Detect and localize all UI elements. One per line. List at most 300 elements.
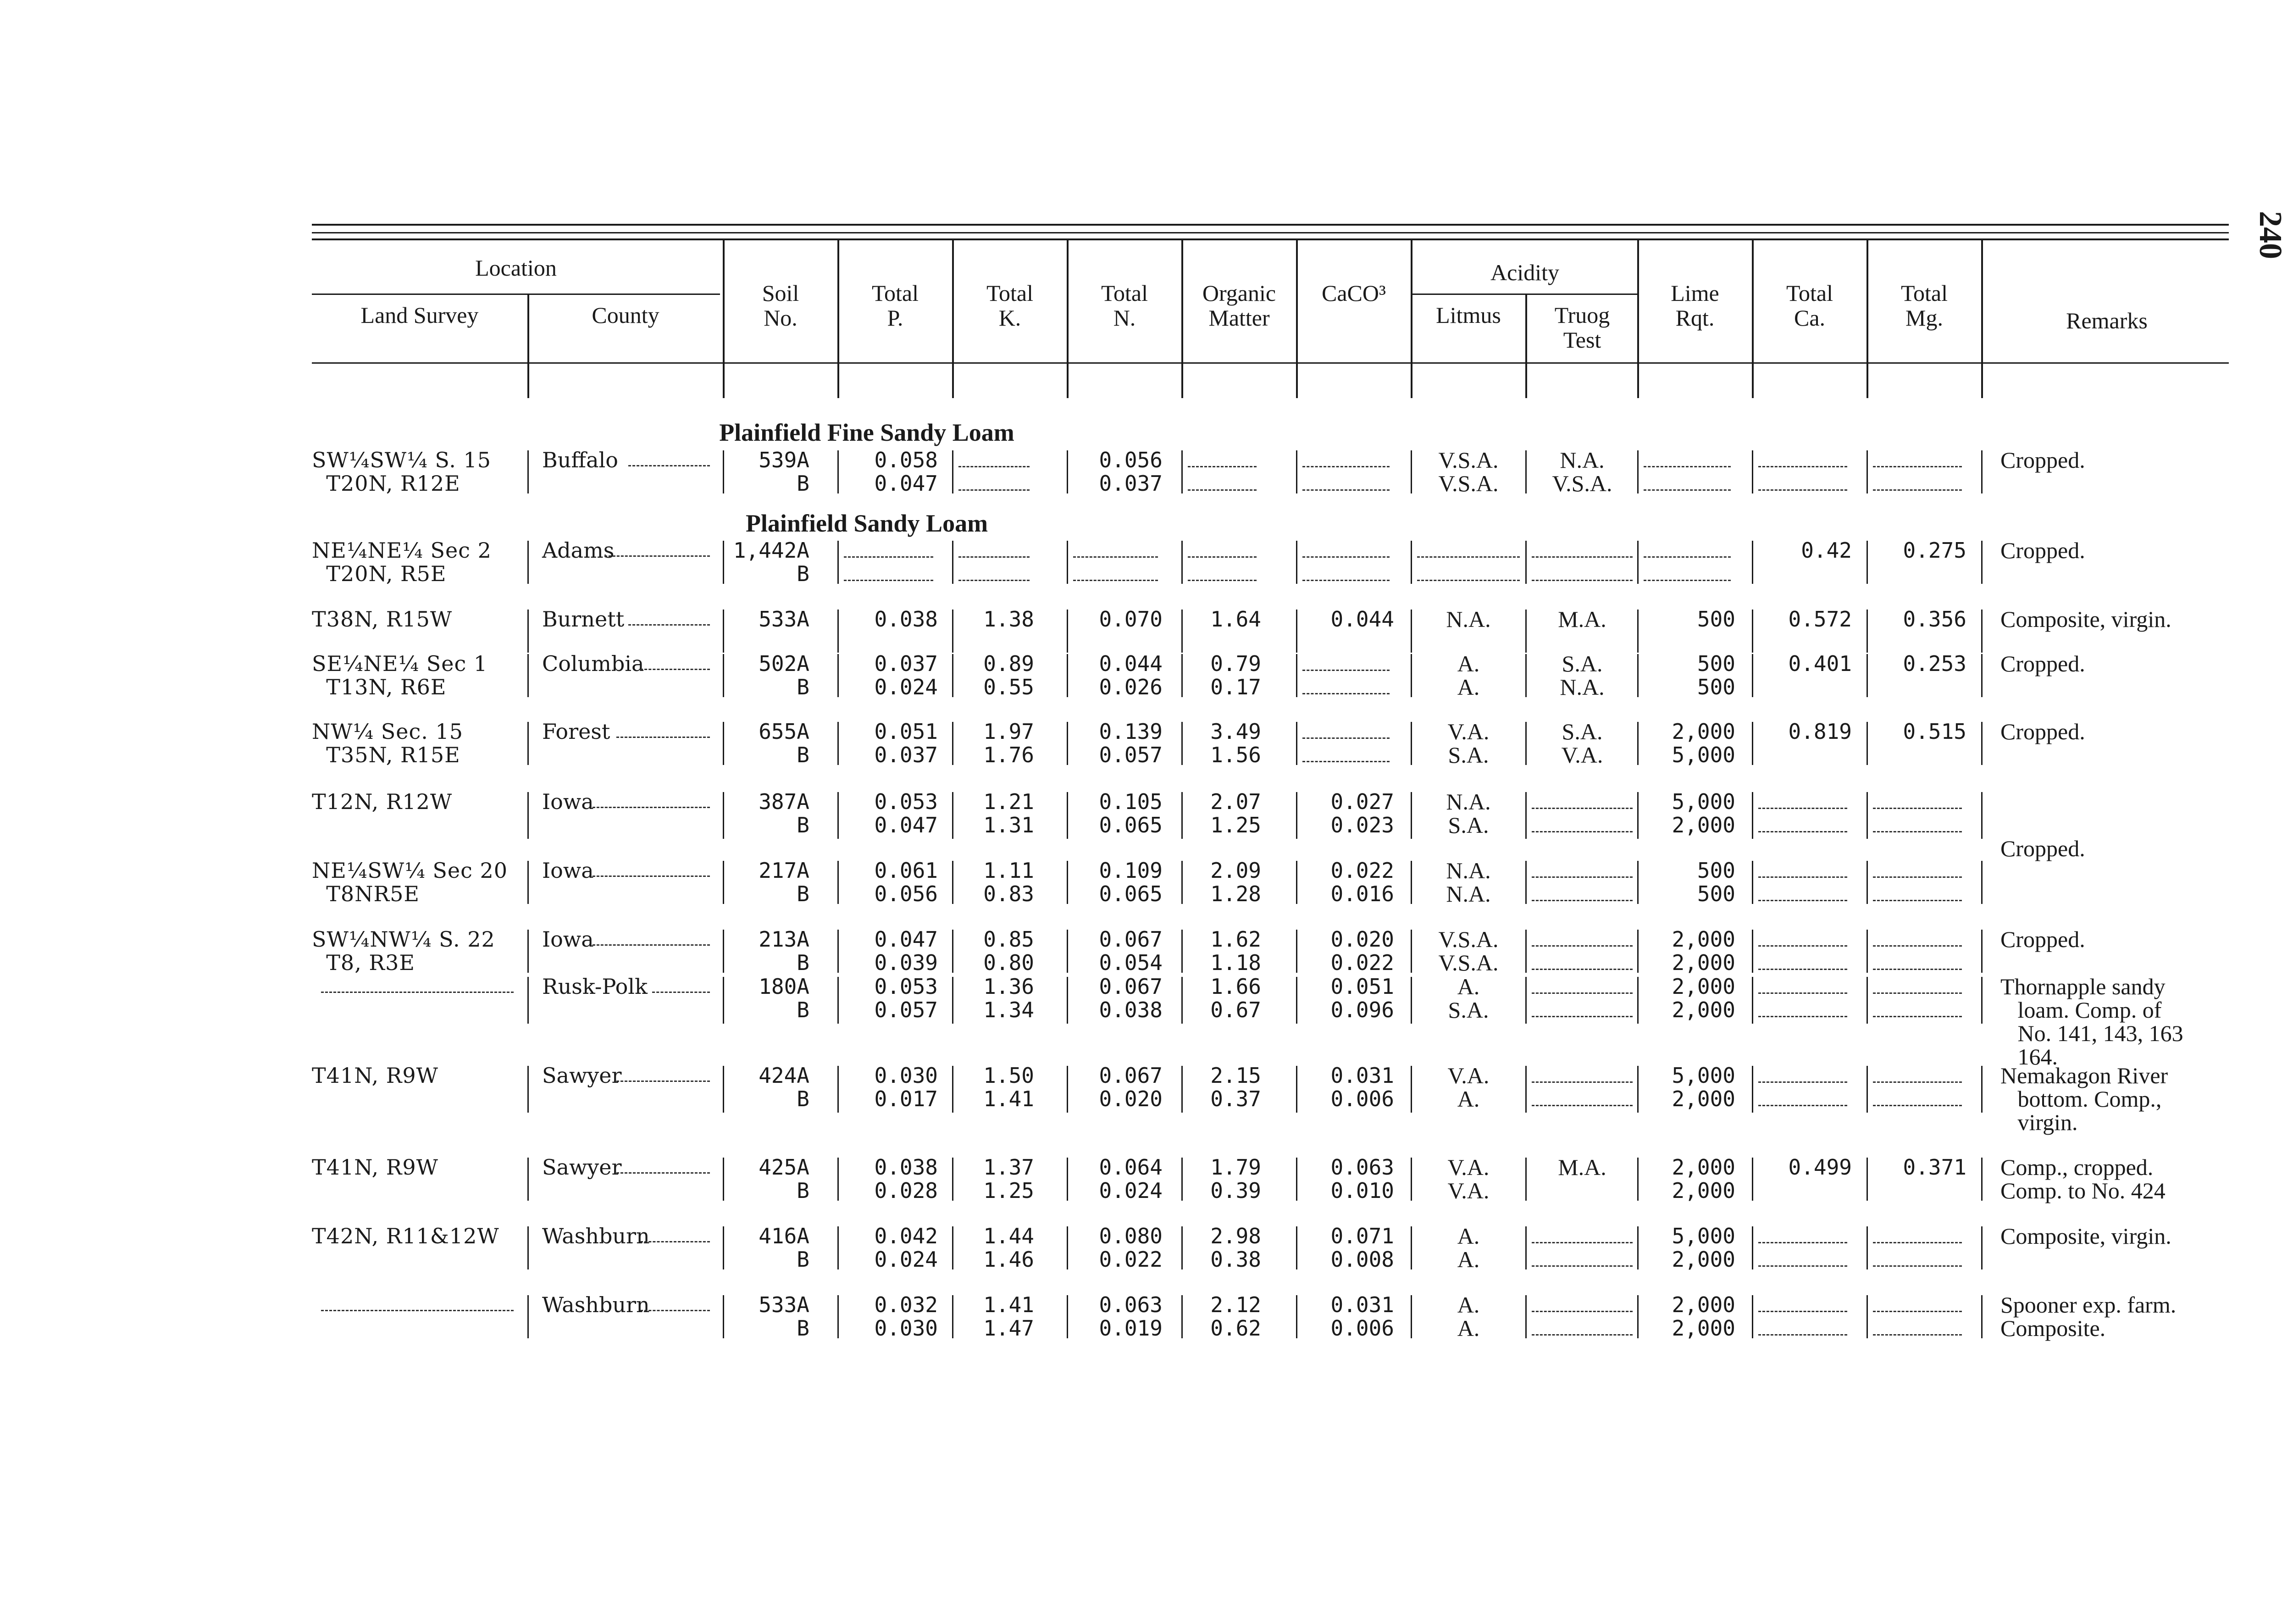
row-col-sep <box>1296 722 1297 765</box>
land-survey-cell: T38N, R15W <box>312 607 453 632</box>
row-col-sep <box>1752 1295 1753 1338</box>
remarks-cell: Cropped. <box>2000 447 2085 473</box>
row-col-sep <box>1411 1158 1412 1201</box>
empty-cell-leader <box>1758 969 1847 971</box>
county-cell: Iowa <box>542 789 594 814</box>
row-col-sep <box>1067 1295 1068 1338</box>
empty-cell-leader <box>958 489 1030 492</box>
header-rule-bottom <box>312 362 2229 364</box>
row-col-sep <box>1181 610 1183 653</box>
row-col-sep <box>1637 654 1639 697</box>
row-col-sep <box>1411 792 1412 839</box>
total-k-cell: 1.36 1.34 <box>983 974 1034 1022</box>
empty-cell-leader <box>1532 1334 1633 1336</box>
total-p-cell: 0.038 0.028 <box>874 1155 938 1203</box>
empty-cell-leader <box>1873 831 1962 833</box>
row-col-sep <box>1525 722 1527 765</box>
row-col-sep <box>1637 541 1639 584</box>
organic-matter-cell: 1.79 0.39 <box>1210 1155 1261 1203</box>
row-col-sep <box>837 1066 839 1113</box>
row-col-sep <box>837 722 839 765</box>
row-col-sep <box>1411 654 1412 697</box>
row-col-sep <box>1637 792 1639 839</box>
caco3-cell: 0.063 0.010 <box>1330 1155 1394 1203</box>
litmus-cell: A. A. <box>1457 1292 1480 1341</box>
row-col-sep <box>1637 450 1639 493</box>
row-col-sep <box>1525 792 1527 839</box>
row-col-sep <box>1411 450 1412 493</box>
row-col-sep <box>1637 722 1639 765</box>
empty-cell-leader <box>1758 1334 1847 1336</box>
soil-no-cell: 425A B <box>759 1155 809 1203</box>
row-col-sep <box>1752 654 1753 697</box>
county-cell: Rusk-Polk <box>542 974 648 999</box>
row-col-sep <box>723 1158 724 1201</box>
empty-cell-leader <box>1417 580 1520 582</box>
col-header-remarks: Remarks <box>2066 308 2148 333</box>
row-col-sep <box>527 541 529 584</box>
row-col-sep <box>723 1066 724 1113</box>
total-n-cell: 0.067 0.020 <box>1099 1063 1163 1111</box>
total-p-cell: 0.030 0.017 <box>874 1063 938 1111</box>
row-col-sep <box>1981 541 1983 584</box>
row-col-sep <box>837 1226 839 1269</box>
litmus-cell: A. S.A. <box>1448 974 1489 1023</box>
row-col-sep <box>1637 1066 1639 1113</box>
row-col-sep <box>1752 722 1753 765</box>
row-col-sep <box>1981 1226 1983 1269</box>
empty-cell-leader <box>1758 1242 1847 1244</box>
col-header-truog-test: Truog Test <box>1554 302 1610 353</box>
soil-no-cell: 539A B <box>759 448 809 496</box>
litmus-cell: V.S.A. V.S.A. <box>1438 926 1499 976</box>
litmus-cell: V.A. V.A. <box>1447 1154 1490 1203</box>
land-survey-cell: T12N, R12W <box>312 789 453 814</box>
truog-cell: N.A. V.S.A. <box>1552 447 1612 496</box>
col-header-soil-no: Soil No. <box>762 280 799 331</box>
soil-no-cell: 533A <box>759 607 809 632</box>
county-leader <box>616 737 710 739</box>
county-cell: Iowa <box>542 927 594 952</box>
col-header-total-n: Total N. <box>1101 280 1148 331</box>
row-col-sep <box>837 610 839 653</box>
section-title-plainfield-sandy-loam: Plainfield Sandy Loam <box>745 510 988 537</box>
row-col-sep <box>527 792 529 839</box>
total-n-cell: 0.067 0.054 <box>1099 927 1163 975</box>
row-col-sep <box>1525 1226 1527 1269</box>
remarks-cell: Thornapple sandy loam. Comp. of No. 141, 143, 163 164. <box>2000 974 2183 1070</box>
empty-cell-leader <box>1073 556 1158 559</box>
row-col-sep <box>1981 930 1983 973</box>
row-col-sep <box>1296 654 1297 697</box>
row-col-sep <box>1181 541 1183 584</box>
total-n-cell: 0.109 0.065 <box>1099 858 1163 906</box>
county-cell: Adams <box>542 538 615 563</box>
soil-no-cell: 387A B <box>759 789 809 837</box>
row-col-sep <box>1067 450 1068 493</box>
remarks-cell: Cropped. <box>2000 538 2085 563</box>
row-col-sep <box>1067 1066 1068 1113</box>
col-header-organic-matter: Organic Matter <box>1202 280 1276 331</box>
empty-cell-leader <box>1302 466 1390 468</box>
row-col-sep <box>1637 977 1639 1024</box>
row-col-sep <box>1067 930 1068 973</box>
row-col-sep <box>1867 450 1868 493</box>
soil-no-cell: 533A B <box>759 1292 809 1341</box>
empty-cell-leader <box>1873 876 1962 879</box>
row-col-sep <box>1296 1158 1297 1201</box>
total-ca-cell: 0.819 <box>1788 719 1852 744</box>
total-mg-cell: 0.371 <box>1903 1155 1966 1180</box>
county-leader <box>616 1172 710 1175</box>
header-col-sep <box>1296 239 1298 398</box>
row-col-sep <box>952 930 953 973</box>
row-col-sep <box>1067 541 1068 584</box>
empty-cell-leader <box>1758 466 1847 468</box>
empty-cell-leader <box>1532 900 1633 902</box>
row-col-sep <box>527 1066 529 1113</box>
col-header-total-k: Total K. <box>986 280 1034 331</box>
organic-matter-cell: 2.07 1.25 <box>1210 789 1261 837</box>
col-header-land-survey: Land Survey <box>360 302 479 328</box>
page-number: 240 <box>2253 211 2288 259</box>
total-mg-cell: 0.275 <box>1903 538 1966 563</box>
row-col-sep <box>723 654 724 697</box>
county-leader <box>604 555 710 558</box>
row-col-sep <box>1411 861 1412 904</box>
row-col-sep <box>527 930 529 973</box>
land-survey-cell: NW¼ Sec. 15 T35N, R15E <box>312 719 464 767</box>
row-col-sep <box>1867 722 1868 765</box>
empty-cell-leader <box>1302 489 1390 492</box>
county-leader <box>640 1241 710 1243</box>
row-col-sep <box>1296 610 1297 653</box>
lime-rqt-cell: 5,000 2,000 <box>1672 1063 1735 1111</box>
row-col-sep <box>1867 792 1868 839</box>
soil-no-cell: 213A B <box>759 927 809 975</box>
row-col-sep <box>1296 977 1297 1024</box>
empty-cell-leader <box>1188 580 1257 582</box>
empty-cell-leader <box>1758 1265 1847 1268</box>
empty-cell-leader <box>1532 876 1633 879</box>
table-top-rule-2 <box>312 232 2229 233</box>
total-k-cell: 1.50 1.41 <box>983 1063 1034 1111</box>
row-col-sep <box>1752 1226 1753 1269</box>
row-col-sep <box>1411 930 1412 973</box>
total-ca-cell: 0.42 <box>1801 538 1852 563</box>
row-col-sep <box>1637 1295 1639 1338</box>
empty-cell-leader <box>1532 556 1633 559</box>
total-k-cell: 1.97 1.76 <box>983 719 1034 767</box>
empty-cell-leader <box>1302 580 1390 582</box>
empty-cell-leader <box>1758 945 1847 948</box>
row-col-sep <box>1067 792 1068 839</box>
land-survey-cell: T41N, R9W <box>312 1155 438 1180</box>
row-col-sep <box>952 977 953 1024</box>
total-n-cell: 0.105 0.065 <box>1099 789 1163 837</box>
empty-cell-leader <box>1644 466 1731 468</box>
empty-cell-leader <box>1758 1311 1847 1313</box>
row-col-sep <box>723 977 724 1024</box>
empty-cell-leader <box>958 556 1030 559</box>
row-col-sep <box>952 792 953 839</box>
empty-cell-leader <box>1532 1105 1633 1107</box>
row-col-sep <box>1867 1295 1868 1338</box>
total-mg-cell: 0.356 <box>1903 607 1966 632</box>
row-col-sep <box>527 654 529 697</box>
col-header-litmus: Litmus <box>1436 302 1501 328</box>
row-col-sep <box>1752 610 1753 653</box>
row-col-sep <box>527 977 529 1024</box>
empty-cell-leader <box>1188 556 1257 559</box>
litmus-cell: N.A. S.A. <box>1446 789 1491 838</box>
lime-rqt-cell: 500 500 <box>1697 651 1735 699</box>
soil-no-cell: 416A B <box>759 1224 809 1272</box>
total-n-cell: 0.063 0.019 <box>1099 1292 1163 1341</box>
empty-cell-leader <box>1532 1265 1633 1268</box>
total-k-cell: 0.89 0.55 <box>983 651 1034 699</box>
row-col-sep <box>1181 792 1183 839</box>
empty-cell-leader <box>958 466 1030 468</box>
total-k-cell: 1.11 0.83 <box>983 858 1034 906</box>
row-col-sep <box>1981 792 1983 839</box>
empty-cell-leader <box>1532 992 1633 995</box>
col-header-lime-rqt: Lime Rqt. <box>1671 280 1719 331</box>
empty-cell-leader <box>1188 489 1257 492</box>
row-col-sep <box>952 1066 953 1113</box>
total-p-cell: 0.042 0.024 <box>874 1224 938 1272</box>
empty-cell-leader <box>1758 1016 1847 1018</box>
land-survey-cell: SE¼NE¼ Sec 1 T13N, R6E <box>312 651 488 699</box>
empty-cell-leader <box>1873 466 1962 468</box>
location-group-rule <box>312 294 720 295</box>
lime-rqt-cell: 5,000 2,000 <box>1672 789 1735 837</box>
row-col-sep <box>1867 1066 1868 1113</box>
col-header-total-ca: Total Ca. <box>1786 280 1833 331</box>
land-survey-cell: T41N, R9W <box>312 1063 438 1088</box>
empty-cell-leader <box>1873 969 1962 971</box>
row-col-sep <box>837 977 839 1024</box>
row-col-sep <box>1411 977 1412 1024</box>
row-col-sep <box>1181 977 1183 1024</box>
row-col-sep <box>837 654 839 697</box>
row-col-sep <box>1867 541 1868 584</box>
row-col-sep <box>1981 1295 1983 1338</box>
empty-cell-leader <box>1873 992 1962 995</box>
row-col-sep <box>1181 1066 1183 1113</box>
caco3-cell: 0.031 0.006 <box>1330 1063 1394 1111</box>
organic-matter-cell: 2.12 0.62 <box>1210 1292 1261 1341</box>
row-col-sep <box>1411 1226 1412 1269</box>
organic-matter-cell: 2.09 1.28 <box>1210 858 1261 906</box>
empty-cell-leader <box>1532 808 1633 810</box>
row-col-sep <box>1981 977 1983 1024</box>
empty-cell-leader <box>1873 1334 1962 1336</box>
row-col-sep <box>1181 930 1183 973</box>
row-col-sep <box>952 1295 953 1338</box>
row-col-sep <box>1525 1158 1527 1201</box>
row-col-sep <box>1296 450 1297 493</box>
col-header-total-p: Total P. <box>871 280 919 331</box>
row-col-sep <box>1867 1226 1868 1269</box>
empty-cell-leader <box>1873 489 1962 492</box>
county-leader <box>616 1081 710 1083</box>
row-col-sep <box>1296 792 1297 839</box>
section-title-plainfield-fine-sandy-loam: Plainfield Fine Sandy Loam <box>719 419 1014 446</box>
litmus-cell: V.A. S.A. <box>1447 719 1490 768</box>
total-n-cell: 0.139 0.057 <box>1099 719 1163 767</box>
total-p-cell: 0.032 0.030 <box>874 1292 938 1341</box>
county-cell: Washburn <box>542 1292 650 1317</box>
total-n-cell: 0.067 0.038 <box>1099 974 1163 1022</box>
county-leader <box>640 669 710 671</box>
lime-rqt-cell: 2,000 2,000 <box>1672 974 1735 1022</box>
empty-cell-leader <box>1758 808 1847 810</box>
col-header-caco3: CaCO³ <box>1322 280 1386 306</box>
organic-matter-cell: 3.49 1.56 <box>1210 719 1261 767</box>
row-col-sep <box>1867 610 1868 653</box>
row-col-sep <box>837 792 839 839</box>
empty-cell-leader <box>1873 808 1962 810</box>
empty-cell-leader <box>1532 1311 1633 1313</box>
lime-rqt-cell: 2,000 2,000 <box>1672 927 1735 975</box>
row-col-sep <box>1981 861 1983 904</box>
row-col-sep <box>837 450 839 493</box>
remarks-cell: Comp., cropped. Comp. to No. 424 <box>2000 1154 2166 1203</box>
row-col-sep <box>837 1158 839 1201</box>
total-p-cell: 0.058 0.047 <box>874 448 938 496</box>
row-col-sep <box>1867 930 1868 973</box>
row-col-sep <box>1411 610 1412 653</box>
caco3-cell: 0.031 0.006 <box>1330 1292 1394 1341</box>
total-k-cell: 1.44 1.46 <box>983 1224 1034 1272</box>
row-col-sep <box>1981 1066 1983 1113</box>
county-leader <box>628 624 710 626</box>
land-survey-cell: NE¼NE¼ Sec 2 T20N, R5E <box>312 538 492 586</box>
remarks-cell: Spooner exp. farm. Composite. <box>2000 1292 2177 1341</box>
organic-matter-cell: 1.66 0.67 <box>1210 974 1261 1022</box>
total-p-cell: 0.047 0.039 <box>874 927 938 975</box>
land-survey-cell: NE¼SW¼ Sec 20 T8NR5E <box>312 858 508 906</box>
empty-cell-leader <box>1873 1105 1962 1107</box>
row-col-sep <box>1296 541 1297 584</box>
remarks-cell: Composite, virgin. <box>2000 606 2171 632</box>
organic-matter-cell: 2.98 0.38 <box>1210 1224 1261 1272</box>
row-col-sep <box>1867 977 1868 1024</box>
empty-cell-leader <box>1302 737 1390 740</box>
remarks-cell: Nemakagon River bottom. Comp., virgin. <box>2000 1063 2168 1135</box>
empty-cell-leader <box>844 556 933 559</box>
empty-cell-leader <box>1532 1016 1633 1018</box>
county-leader <box>652 992 710 994</box>
total-p-cell: 0.051 0.037 <box>874 719 938 767</box>
col-header-county: County <box>592 302 659 328</box>
row-col-sep <box>527 450 529 493</box>
total-ca-cell: 0.499 <box>1788 1155 1852 1180</box>
row-col-sep <box>1525 861 1527 904</box>
empty-cell-leader <box>1302 693 1390 695</box>
total-k-cell: 1.38 <box>983 607 1034 632</box>
county-cell: Forest <box>542 719 610 744</box>
total-ca-cell: 0.572 <box>1788 607 1852 632</box>
row-col-sep <box>1752 977 1753 1024</box>
acidity-group-rule <box>1412 294 1637 295</box>
row-col-sep <box>952 610 953 653</box>
row-col-sep <box>723 1295 724 1338</box>
row-col-sep <box>1752 1158 1753 1201</box>
empty-cell-leader <box>1758 489 1847 492</box>
row-col-sep <box>723 541 724 584</box>
county-cell: Iowa <box>542 858 594 883</box>
soil-no-cell: 502A B <box>759 651 809 699</box>
row-col-sep <box>527 1295 529 1338</box>
caco3-cell: 0.022 0.016 <box>1330 858 1394 906</box>
empty-cell-leader <box>1532 1081 1633 1084</box>
total-mg-cell: 0.515 <box>1903 719 1966 744</box>
empty-cell-leader <box>1302 556 1390 559</box>
row-col-sep <box>1752 930 1753 973</box>
total-k-cell: 1.37 1.25 <box>983 1155 1034 1203</box>
total-ca-cell: 0.401 <box>1788 651 1852 676</box>
total-n-cell: 0.056 0.037 <box>1099 448 1163 496</box>
row-col-sep <box>1067 1158 1068 1201</box>
soil-no-cell: 1,442A B <box>733 538 809 586</box>
row-col-sep <box>1067 722 1068 765</box>
row-col-sep <box>1296 930 1297 973</box>
empty-cell-leader <box>1073 580 1158 582</box>
row-col-sep <box>952 654 953 697</box>
row-col-sep <box>1525 610 1527 653</box>
row-col-sep <box>1981 610 1983 653</box>
lime-rqt-cell: 2,000 2,000 <box>1672 1155 1735 1203</box>
row-col-sep <box>1637 610 1639 653</box>
truog-cell: M.A. <box>1558 606 1606 632</box>
row-col-sep <box>1067 1226 1068 1269</box>
row-col-sep <box>723 450 724 493</box>
soil-no-cell: 424A B <box>759 1063 809 1111</box>
row-col-sep <box>1752 861 1753 904</box>
row-col-sep <box>527 861 529 904</box>
row-col-sep <box>1411 541 1412 584</box>
total-n-cell: 0.064 0.024 <box>1099 1155 1163 1203</box>
remarks-cell: Cropped. <box>2000 719 2085 744</box>
row-col-sep <box>1981 654 1983 697</box>
row-col-sep <box>723 722 724 765</box>
lime-rqt-cell: 500 500 <box>1697 858 1735 906</box>
row-col-sep <box>1296 861 1297 904</box>
caco3-cell: 0.020 0.022 <box>1330 927 1394 975</box>
county-cell: Buffalo <box>542 448 618 472</box>
row-col-sep <box>952 541 953 584</box>
total-p-cell: 0.053 0.047 <box>874 789 938 837</box>
row-col-sep <box>1411 722 1412 765</box>
row-col-sep <box>1525 1066 1527 1113</box>
empty-cell-leader <box>1532 1242 1633 1244</box>
row-col-sep <box>1067 610 1068 653</box>
caco3-cell: 0.071 0.008 <box>1330 1224 1394 1272</box>
total-k-cell: 1.41 1.47 <box>983 1292 1034 1341</box>
empty-cell-leader <box>1873 945 1962 948</box>
lime-rqt-cell: 500 <box>1697 607 1735 632</box>
row-col-sep <box>1752 450 1753 493</box>
row-col-sep <box>1181 861 1183 904</box>
empty-cell-leader <box>1873 900 1962 902</box>
empty-cell-leader <box>1644 556 1731 559</box>
row-col-sep <box>1525 977 1527 1024</box>
row-col-sep <box>1411 1066 1412 1113</box>
litmus-cell: A. A. <box>1457 651 1480 700</box>
row-col-sep <box>723 930 724 973</box>
